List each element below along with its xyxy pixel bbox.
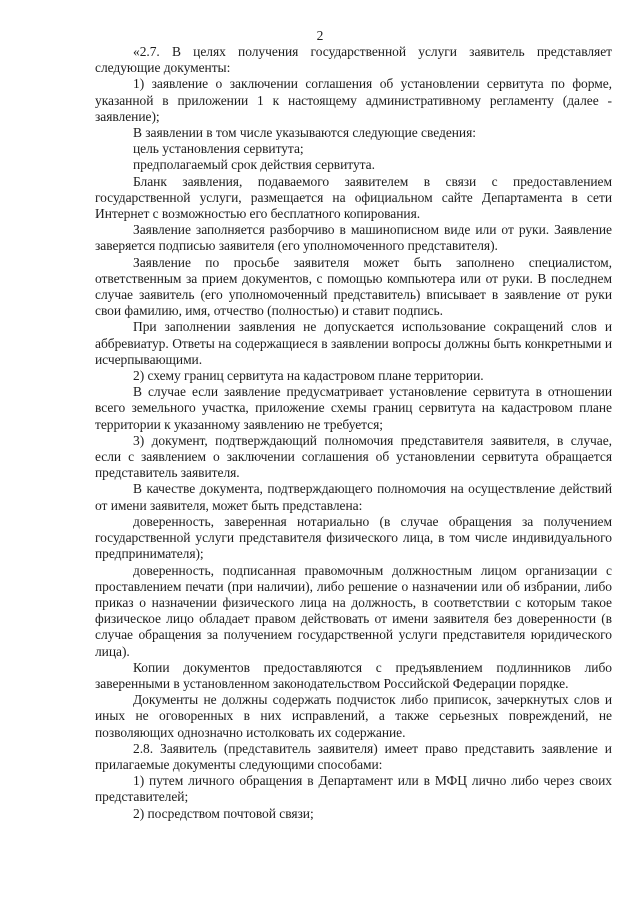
paragraph: 1) заявление о заключении соглашения об установлении сервитута по форме, указанной в приложении 1 к настоящему административному регламенту (далее - заявление);	[95, 76, 612, 124]
paragraph: 3) документ, подтверждающий полномочия представителя заявителя, в случае, если с заявлением о заключении соглашения об установлении сервитута обращается представитель заявителя.	[95, 432, 612, 481]
paragraph: предполагаемый срок действия сервитута.	[133, 157, 375, 173]
paragraph: В качестве документа, подтверждающего полномочия на осуществление действий от имени заявителя, может быть представлена:	[95, 481, 612, 513]
paragraph: 1) путем личного обращения в Департамент или в МФЦ лично либо через своих представителей;	[95, 773, 612, 805]
paragraph: 2.8. Заявитель (представитель заявителя) имеет право представить заявление и прилагаемые документы следующими способами:	[95, 740, 612, 772]
paragraph: Заявление заполняется разборчиво в машинописном виде или от руки. Заявление заверяется подписью заявителя (его уполномоченного представителя).	[95, 222, 612, 254]
paragraph: «2.7. В целях получения государственной услуги заявитель представляет следующие документы:	[95, 44, 612, 76]
paragraph: В заявлении в том числе указываются следующие сведения:	[133, 125, 476, 141]
paragraph: 2) посредством почтовой связи;	[133, 805, 314, 821]
paragraph: цель установления сервитута;	[133, 141, 304, 157]
document-body	[95, 44, 612, 822]
paragraph: Заявление по просьбе заявителя может быть заполнено специалистом, ответственным за прием документов, с помощью компьютера или от руки. В последнем случае заявитель (его уполномоченный представитель) вписывает в заявление от руки свои фамилию, имя, отчество (полностью) и ставит подпись.	[95, 254, 612, 319]
paragraph: Документы не должны содержать подчисток либо приписок, зачеркнутых слов и иных не оговоренных в них исправлений, а также серьезных повреждений, не позволяющих однозначно истолковать их содержание.	[95, 692, 612, 740]
paragraph: 2) схему границ сервитута на кадастровом плане территории.	[133, 368, 484, 384]
paragraph: доверенность, заверенная нотариально (в случае обращения за получением государственной услуги представителя физического лица, в том числе индивидуального предпринимателя);	[95, 513, 612, 562]
paragraph: Копии документов предоставляются с предъявлением подлинников либо заверенными в установленном законодательством Российской Федерации порядке.	[95, 659, 612, 691]
paragraph: доверенность, подписанная правомочным должностным лицом организации с проставлением печати (при наличии), либо решение о назначении или об избрании, либо приказ о назначении физического лица на должность, в соответствии с которым такое физическое лицо обладает правом действовать от имени заявителя без доверенности (в случае обращения за получением государственной услуги представителя юридического лица).	[95, 562, 612, 659]
paragraph: При заполнении заявления не допускается использование сокращений слов и аббревиатур. Ответы на содержащиеся в заявлении вопросы должны быть конкретными и исчерпывающими.	[95, 319, 612, 367]
page-number: 2	[316, 28, 324, 43]
paragraph: В случае если заявление предусматривает установление сервитута в отношении всего земельного участка, приложение схемы границ сервитута на кадастровом плане территории к указанному заявлению не требуется;	[95, 384, 612, 432]
paragraph: Бланк заявления, подаваемого заявителем в связи с предоставлением государственной услуги, размещается на официальном сайте Департамента в сети Интернет с возможностью его бесплатного копирования.	[95, 173, 612, 222]
